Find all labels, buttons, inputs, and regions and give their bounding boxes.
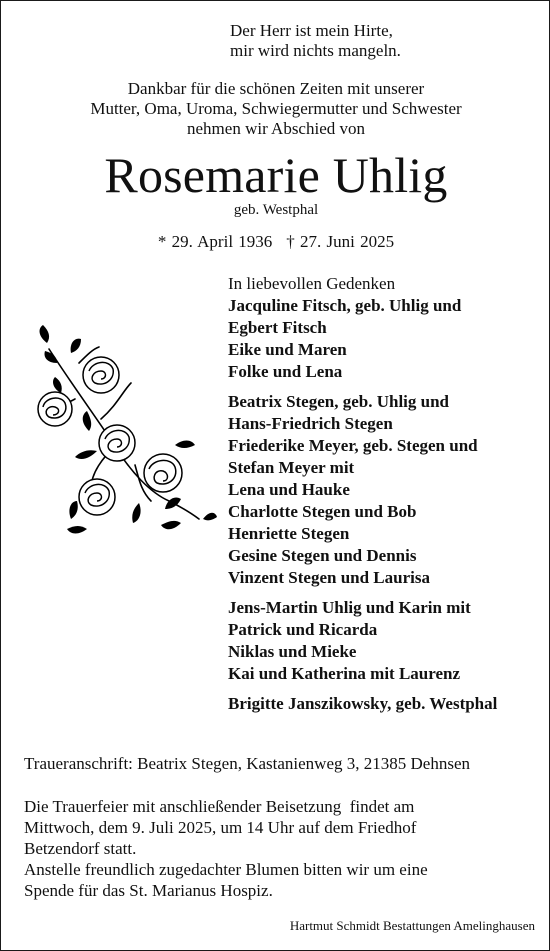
intro-text (1, 79, 550, 139)
mourning-address: Traueranschrift: Beatrix Stegen, Kastanienweg 3, 21385 Dehnsen (24, 754, 470, 773)
service-line: Anstelle freundlich zugedachter Blumen bitten wir um eine (24, 860, 428, 879)
mourners-lead: In liebevollen Gedenken (228, 274, 396, 293)
mourner-group (228, 693, 548, 715)
service-line: Mittwoch, dem 9. Juli 2025, um 14 Uhr auf dem Friedhof (24, 818, 417, 837)
mourner-line: Folke und Lena (228, 362, 343, 381)
mourner-line: Hans-Friedrich Stegen (228, 414, 393, 433)
mourner-line: Brigitte Janszikowsky, geb. Westphal (228, 694, 498, 713)
birth-date: * 29. April 1936 (157, 232, 273, 251)
mourner-line: Vinzent Stegen und Laurisa (228, 568, 430, 587)
psalm-line: mir wird nichts mangeln. (230, 41, 401, 60)
mourner-line: Eike und Maren (228, 340, 347, 359)
intro-line: Mutter, Oma, Uroma, Schwiegermutter und Schwester (90, 99, 462, 118)
mourner-line: Gesine Stegen und Dennis (228, 546, 417, 565)
rose-branch-icon (31, 323, 217, 549)
mourner-line: Patrick und Ricarda (228, 620, 378, 639)
birth-name: geb. Westphal (233, 202, 319, 218)
service-line: Spende für das St. Marianus Hospiz. (24, 881, 273, 900)
undertaker-credit: Hartmut Schmidt Bestattungen Amelinghausen (289, 918, 535, 933)
mourner-line: Niklas und Mieke (228, 642, 357, 661)
mourners-list (228, 273, 548, 715)
psalm-line: Der Herr ist mein Hirte, (230, 21, 393, 40)
intro-line: nehmen wir Abschied von (187, 119, 365, 138)
intro-line: Dankbar für die schönen Zeiten mit unserer (127, 79, 425, 98)
mourner-line: Kai und Katherina mit Laurenz (228, 664, 461, 683)
mourner-line: Beatrix Stegen, geb. Uhlig und (228, 392, 450, 411)
mourner-line: Henriette Stegen (228, 524, 350, 543)
service-info (24, 796, 534, 901)
psalm-quote (230, 21, 401, 61)
mourner-group (228, 295, 548, 383)
deceased-name: Rosemarie Uhlig (104, 147, 448, 203)
mourner-line: Stefan Meyer mit (228, 458, 355, 477)
mourner-line: Jens-Martin Uhlig und Karin mit (228, 598, 471, 617)
mourner-line: Lena und Hauke (228, 480, 350, 499)
mourner-group (228, 597, 548, 685)
death-date: † 27. Juni 2025 (286, 232, 395, 251)
mourner-line: Jacquline Fitsch, geb. Uhlig und (228, 296, 462, 315)
mourner-line: Charlotte Stegen und Bob (228, 502, 417, 521)
service-line: Betzendorf statt. (24, 839, 137, 858)
mourner-group (228, 391, 548, 589)
mourner-line: Egbert Fitsch (228, 318, 327, 337)
mourner-line: Friederike Meyer, geb. Stegen und (228, 436, 478, 455)
life-dates (1, 232, 550, 252)
service-line: Die Trauerfeier mit anschließender Beisetzung findet am (24, 797, 415, 816)
